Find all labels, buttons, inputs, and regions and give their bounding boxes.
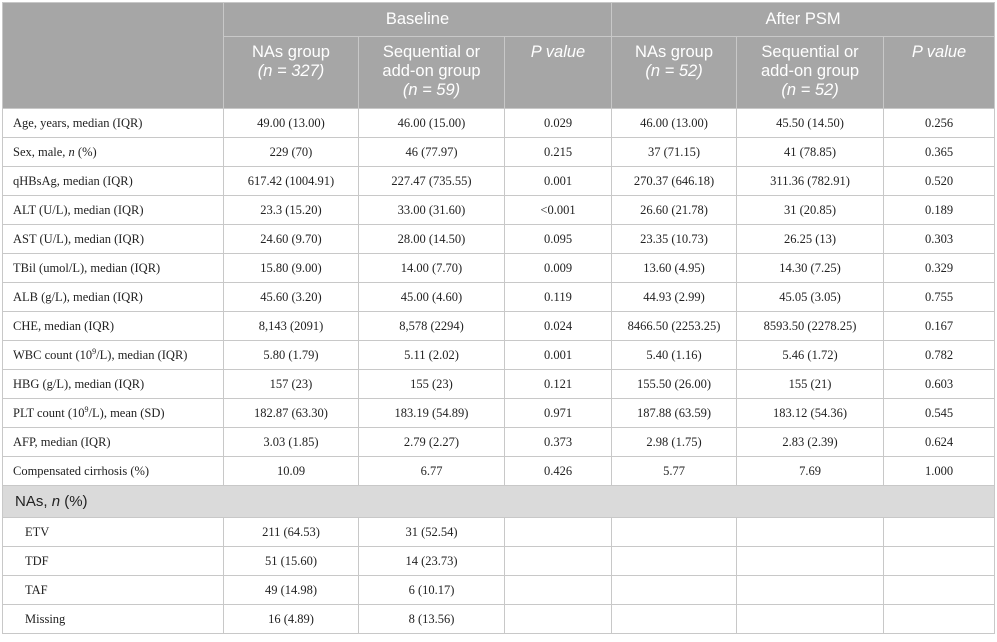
row-label: ALT (U/L), median (IQR) [3, 196, 224, 225]
value-cell: 187.88 (63.59) [612, 399, 737, 428]
value-cell: 0.256 [884, 109, 995, 138]
value-cell: 0.520 [884, 167, 995, 196]
value-cell [737, 605, 884, 634]
value-cell: 33.00 (31.60) [359, 196, 505, 225]
value-cell: 0.029 [505, 109, 612, 138]
header-line: add-on group [760, 62, 860, 80]
value-cell: 211 (64.53) [224, 518, 359, 547]
value-cell [737, 518, 884, 547]
value-cell: 5.80 (1.79) [224, 341, 359, 370]
header-group-row [3, 3, 995, 37]
value-cell: 0.001 [505, 167, 612, 196]
value-cell: 229 (70) [224, 138, 359, 167]
value-cell: 0.782 [884, 341, 995, 370]
value-cell [612, 518, 737, 547]
value-cell: 26.25 (13) [737, 225, 884, 254]
value-cell: 15.80 (9.00) [224, 254, 359, 283]
header-line: Sequential or [761, 43, 859, 61]
value-cell: 0.373 [505, 428, 612, 457]
value-cell: 16 (4.89) [224, 605, 359, 634]
row-label: CHE, median (IQR) [3, 312, 224, 341]
table-row [3, 254, 995, 283]
value-cell: 0.971 [505, 399, 612, 428]
value-cell: 46.00 (13.00) [612, 109, 737, 138]
table-body [3, 109, 995, 634]
value-cell: 0.167 [884, 312, 995, 341]
value-cell: 6 (10.17) [359, 576, 505, 605]
row-label: qHBsAg, median (IQR) [3, 167, 224, 196]
value-cell: 0.603 [884, 370, 995, 399]
value-cell: 270.37 (646.18) [612, 167, 737, 196]
row-label: PLT count $(10^9/L)$, mean (SD) [3, 399, 224, 428]
value-cell: 0.329 [884, 254, 995, 283]
value-cell: 0.121 [505, 370, 612, 399]
header-line: (n = 327) [257, 62, 325, 80]
section-row [3, 486, 995, 518]
value-cell: 23.35 (10.73) [612, 225, 737, 254]
header-baseline-p-value [505, 37, 612, 109]
value-cell: 1.000 [884, 457, 995, 486]
value-cell: 14.30 (7.25) [737, 254, 884, 283]
row-label: AFP, median (IQR) [3, 428, 224, 457]
value-cell [884, 605, 995, 634]
value-cell: 41 (78.85) [737, 138, 884, 167]
row-label: WBC count $(10^9/L)$, median (IQR) [3, 341, 224, 370]
value-cell: 311.36 (782.91) [737, 167, 884, 196]
value-cell: 157 (23) [224, 370, 359, 399]
value-cell [505, 547, 612, 576]
value-cell: 5.40 (1.16) [612, 341, 737, 370]
value-cell: 183.19 (54.89) [359, 399, 505, 428]
row-label: Compensated cirrhosis (%) [3, 457, 224, 486]
header-line: Sequential or [382, 43, 481, 61]
value-cell: 8,578 (2294) [359, 312, 505, 341]
value-cell: 0.545 [884, 399, 995, 428]
value-cell [505, 605, 612, 634]
row-label: TDF [3, 547, 224, 576]
value-cell: 8,143 (2091) [224, 312, 359, 341]
header-corner-cell [3, 3, 224, 109]
header-line: (n = 52) [781, 81, 839, 99]
header-line: (n = 59) [402, 81, 461, 99]
value-cell: 0.119 [505, 283, 612, 312]
value-cell: 5.77 [612, 457, 737, 486]
table-row [3, 341, 995, 370]
value-cell: 5.11 (2.02) [359, 341, 505, 370]
value-cell: 8466.50 (2253.25) [612, 312, 737, 341]
row-label: ALB (g/L), median (IQR) [3, 283, 224, 312]
value-cell: 49.00 (13.00) [224, 109, 359, 138]
value-cell: 8593.50 (2278.25) [737, 312, 884, 341]
header-line: NAs group [635, 43, 714, 61]
value-cell: 46.00 (15.00) [359, 109, 505, 138]
header-baseline: Baseline [224, 3, 612, 37]
value-cell: 2.79 (2.27) [359, 428, 505, 457]
table-row [3, 109, 995, 138]
row-label: TAF [3, 576, 224, 605]
section-label: NAs, n (%) [3, 486, 995, 518]
value-cell: 2.83 (2.39) [737, 428, 884, 457]
value-cell: 5.46 (1.72) [737, 341, 884, 370]
table-row [3, 283, 995, 312]
value-cell: 0.009 [505, 254, 612, 283]
row-label: ETV [3, 518, 224, 547]
value-cell: 7.69 [737, 457, 884, 486]
value-cell: 227.47 (735.55) [359, 167, 505, 196]
header-line: P value [530, 43, 586, 61]
value-cell: 182.87 (63.30) [224, 399, 359, 428]
value-cell: 49 (14.98) [224, 576, 359, 605]
header-after-psm: After PSM [612, 3, 995, 37]
row-label: Sex, male, n (%) [3, 138, 224, 167]
value-cell: 28.00 (14.50) [359, 225, 505, 254]
value-cell [884, 547, 995, 576]
table-row [3, 370, 995, 399]
table-sub-row [3, 605, 995, 634]
value-cell: 14.00 (7.70) [359, 254, 505, 283]
value-cell: 2.98 (1.75) [612, 428, 737, 457]
header-line: NAs group [252, 43, 330, 61]
value-cell: 45.05 (3.05) [737, 283, 884, 312]
table-row [3, 457, 995, 486]
value-cell: <0.001 [505, 196, 612, 225]
value-cell: 45.60 (3.20) [224, 283, 359, 312]
table-row [3, 167, 995, 196]
row-label: Age, years, median (IQR) [3, 109, 224, 138]
table-sub-row [3, 518, 995, 547]
value-cell [737, 576, 884, 605]
value-cell: 51 (15.60) [224, 547, 359, 576]
header-psm-nas-group [612, 37, 737, 109]
value-cell: 155.50 (26.00) [612, 370, 737, 399]
value-cell: 617.42 (1004.91) [224, 167, 359, 196]
value-cell: 0.303 [884, 225, 995, 254]
header-psm-sequential-group [737, 37, 884, 109]
value-cell: 3.03 (1.85) [224, 428, 359, 457]
table-row [3, 138, 995, 167]
value-cell: 0.189 [884, 196, 995, 225]
value-cell: 155 (23) [359, 370, 505, 399]
table-row [3, 399, 995, 428]
value-cell [612, 576, 737, 605]
value-cell [612, 547, 737, 576]
value-cell: 44.93 (2.99) [612, 283, 737, 312]
value-cell: 0.365 [884, 138, 995, 167]
value-cell: 0.426 [505, 457, 612, 486]
value-cell: 8 (13.56) [359, 605, 505, 634]
table-row [3, 225, 995, 254]
value-cell: 0.001 [505, 341, 612, 370]
value-cell: 10.09 [224, 457, 359, 486]
value-cell: 26.60 (21.78) [612, 196, 737, 225]
value-cell: 14 (23.73) [359, 547, 505, 576]
value-cell [612, 605, 737, 634]
header-line: (n = 52) [645, 62, 703, 80]
value-cell: 45.00 (4.60) [359, 283, 505, 312]
value-cell [884, 518, 995, 547]
table-header [3, 3, 995, 109]
header-baseline-sequential-group [359, 37, 505, 109]
row-label: Missing [3, 605, 224, 634]
value-cell: 13.60 (4.95) [612, 254, 737, 283]
baseline-characteristics-table [2, 2, 995, 634]
table-sub-row [3, 547, 995, 576]
row-label: TBil (umol/L), median (IQR) [3, 254, 224, 283]
value-cell [737, 547, 884, 576]
value-cell [505, 576, 612, 605]
header-psm-p-value [884, 37, 995, 109]
table-sub-row [3, 576, 995, 605]
value-cell: 183.12 (54.36) [737, 399, 884, 428]
value-cell: 6.77 [359, 457, 505, 486]
header-line: P value [911, 43, 967, 61]
header-baseline-nas-group [224, 37, 359, 109]
row-label: HBG (g/L), median (IQR) [3, 370, 224, 399]
value-cell: 37 (71.15) [612, 138, 737, 167]
value-cell: 0.215 [505, 138, 612, 167]
value-cell: 0.624 [884, 428, 995, 457]
value-cell: 31 (52.54) [359, 518, 505, 547]
table-row [3, 428, 995, 457]
table-row [3, 312, 995, 341]
value-cell: 0.024 [505, 312, 612, 341]
header-line: add-on group [382, 62, 481, 80]
value-cell: 45.50 (14.50) [737, 109, 884, 138]
table-row [3, 196, 995, 225]
value-cell [884, 576, 995, 605]
value-cell: 31 (20.85) [737, 196, 884, 225]
value-cell: 46 (77.97) [359, 138, 505, 167]
value-cell: 24.60 (9.70) [224, 225, 359, 254]
value-cell: 0.755 [884, 283, 995, 312]
value-cell: 155 (21) [737, 370, 884, 399]
value-cell: 23.3 (15.20) [224, 196, 359, 225]
value-cell [505, 518, 612, 547]
value-cell: 0.095 [505, 225, 612, 254]
row-label: AST (U/L), median (IQR) [3, 225, 224, 254]
